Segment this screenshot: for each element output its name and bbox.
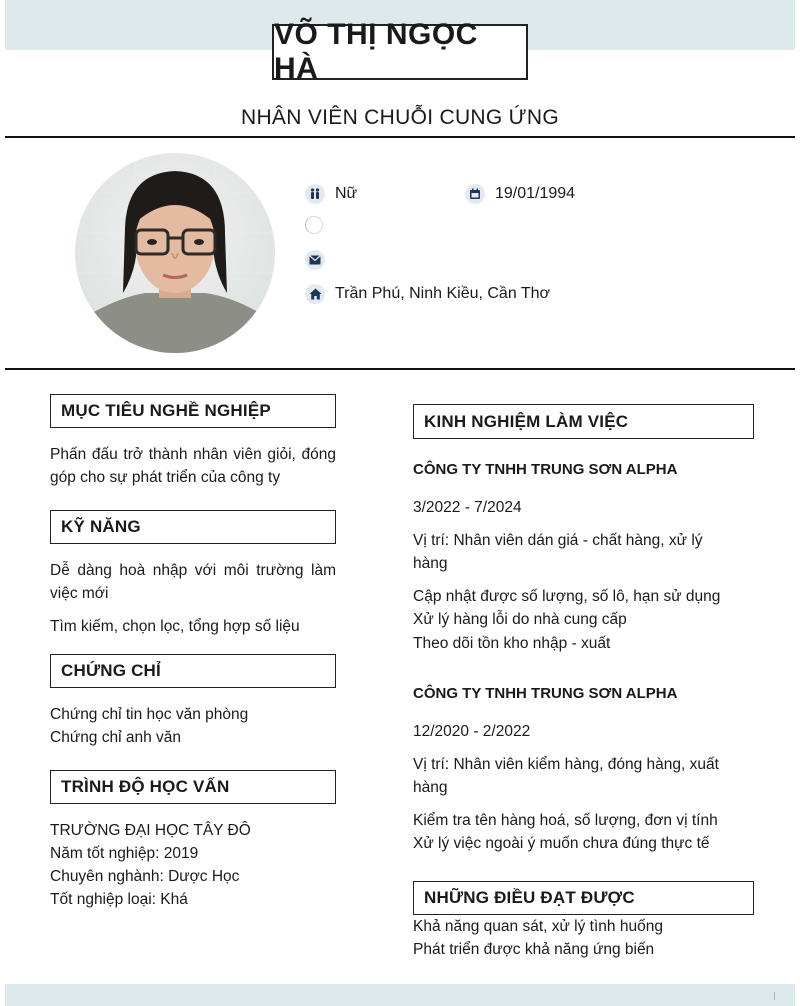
section-achievements-title: NHỮNG ĐIỀU ĐẠT ĐƯỢC <box>413 881 754 915</box>
footer-band <box>5 984 795 1006</box>
education-line: Chuyên nghành: Dược Học <box>50 868 240 885</box>
section-objective-title: MỤC TIÊU NGHỀ NGHIỆP <box>50 394 336 428</box>
job-position: hàng <box>413 555 448 572</box>
job-duty: Xử lý hàng lỗi do nhà cung cấp <box>413 611 627 628</box>
calendar-icon <box>465 184 485 204</box>
candidate-name: VÕ THỊ NGỌC HÀ <box>272 24 528 80</box>
job-position: Vị trí: Nhân viên kiểm hàng, đóng hàng, xuất <box>413 756 719 773</box>
objective-line: Phấn đấu trở thành nhân viên giỏi, đóng <box>50 446 336 463</box>
gender-icon <box>305 184 325 204</box>
job-position: hàng <box>413 779 448 796</box>
job-duty: Cập nhật được số lượng, số lô, hạn sử dụng <box>413 588 721 605</box>
phone-icon <box>305 216 323 234</box>
job-duty: Xử lý việc ngoài ý muốn chưa đúng thực tế <box>413 835 710 852</box>
divider-top <box>5 136 795 138</box>
education-line: TRƯỜNG ĐẠI HỌC TÂY ĐÔ <box>50 822 251 839</box>
skill-line: Dễ dàng hoà nhập với môi trường làm <box>50 562 336 579</box>
certificate-line: Chứng chỉ anh văn <box>50 729 182 746</box>
job-position: Vị trí: Nhân viên dán giá - chất hàng, xử lý <box>413 532 703 549</box>
gender-value: Nữ <box>335 185 358 202</box>
skill-line: việc mới <box>50 585 109 602</box>
certificate-line: Chứng chỉ tin học văn phòng <box>50 706 249 723</box>
section-skills-title: KỸ NĂNG <box>50 510 336 544</box>
section-certificates-title: CHỨNG CHỈ <box>50 654 336 688</box>
education-line: Năm tốt nghiệp: 2019 <box>50 845 199 862</box>
education-line: Tốt nghiệp loại: Khá <box>50 891 188 908</box>
job-duty: Theo dõi tồn kho nhập - xuất <box>413 635 611 652</box>
footer-mark <box>774 992 775 1000</box>
section-education-title: TRÌNH ĐỘ HỌC VẤN <box>50 770 336 804</box>
company-name: CÔNG TY TNHH TRUNG SƠN ALPHA <box>413 461 678 478</box>
job-duty: Kiểm tra tên hàng hoá, số lượng, đơn vị tính <box>413 812 718 829</box>
achievement-line: Phát triển được khả năng ứng biến <box>413 941 655 958</box>
job-period: 12/2020 - 2/2022 <box>413 723 531 740</box>
email-icon <box>305 250 325 270</box>
company-name: CÔNG TY TNHH TRUNG SƠN ALPHA <box>413 685 678 702</box>
objective-line: góp cho sự phát triển của công ty <box>50 469 281 486</box>
section-experience-title: KINH NGHIỆM LÀM VIỆC <box>413 404 754 439</box>
job-title: NHÂN VIÊN CHUỖI CUNG ỨNG <box>241 106 559 129</box>
birthdate-value: 19/01/1994 <box>495 185 576 202</box>
address-value: Trần Phú, Ninh Kiều, Cần Thơ <box>335 285 551 302</box>
portrait-photo <box>75 153 275 353</box>
achievement-line: Khả năng quan sát, xử lý tình huống <box>413 918 663 935</box>
home-icon <box>305 284 325 304</box>
skill-line: Tìm kiếm, chọn lọc, tổng hợp số liệu <box>50 618 300 635</box>
job-period: 3/2022 - 7/2024 <box>413 499 522 516</box>
avatar <box>75 153 275 353</box>
divider-bottom <box>5 368 795 370</box>
